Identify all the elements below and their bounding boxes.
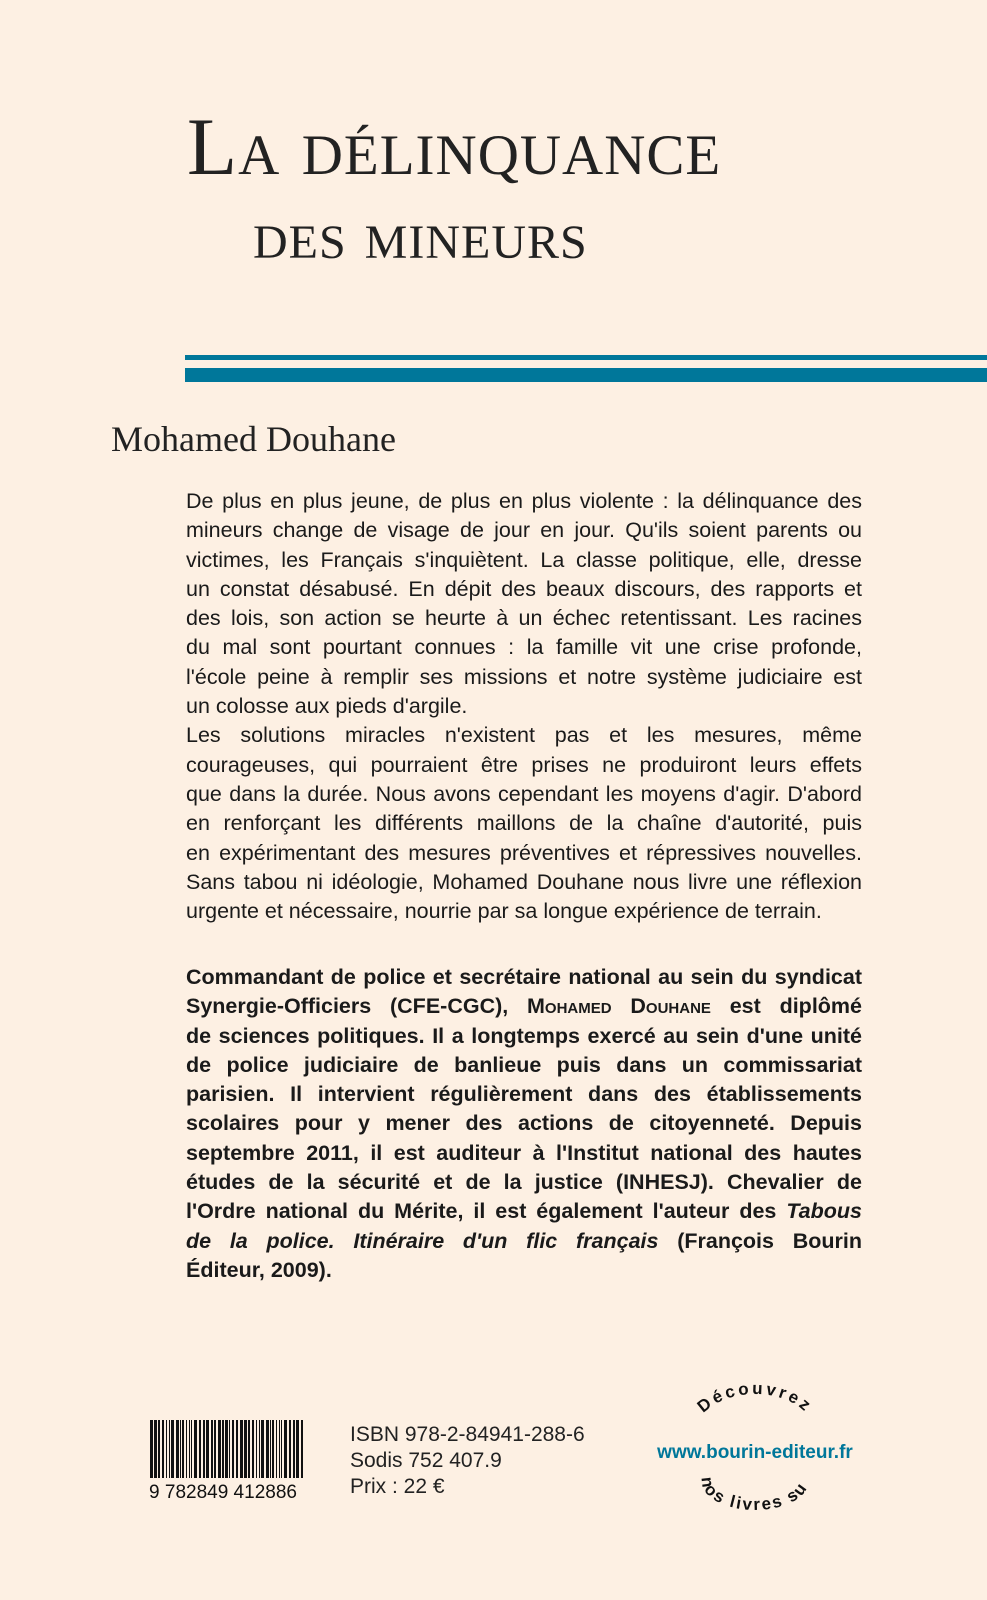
barcode-bar [154,1420,157,1478]
bio-line [186,1022,862,1051]
barcode-bar [248,1420,250,1478]
description-line: l'école peine à remplir ses missions et notre système judiciaire est [186,664,862,689]
barcode-bar [211,1420,213,1478]
barcode-bar [186,1420,187,1478]
barcode [138,1420,308,1502]
barcode-bar [266,1420,269,1478]
barcode-bar [191,1420,192,1478]
barcode-bar [206,1420,209,1478]
barcode-bar [225,1420,228,1478]
logo-top-text: Découvrez [693,1378,817,1417]
barcode-bar [296,1420,299,1478]
author-bio [186,963,862,1285]
barcode-bar [180,1420,181,1478]
barcode-bar [166,1420,167,1478]
barcode-bar [171,1420,174,1478]
barcode-bar [229,1420,230,1478]
bio-segment: Synergie-Officiers (CFE-CGC), [186,994,528,1019]
barcode-bar [272,1420,274,1478]
description-line: un colosse aux pieds d'argile. [186,694,468,719]
barcode-bar [301,1420,303,1478]
barcode-bar [199,1420,201,1478]
thin-rule [185,355,987,360]
description-line: un constat désabusé. En dépit des beaux discours, des rapports et [186,576,862,601]
description-line: en expérimentant des mesures préventives et répressives nouvelles. [186,840,862,865]
bio-segment: l'Ordre national du Mérite, il est également l'auteur des [186,1199,787,1224]
barcode-bar [270,1420,271,1478]
publisher-logo [635,1367,870,1522]
bio-line [186,1197,862,1226]
barcode-bar [289,1420,291,1478]
barcode-bar [281,1420,282,1478]
bio-line [186,1080,862,1109]
description-line: que dans la durée. Nous avons cependant les moyens d'agir. D'abord [186,781,862,806]
description-line: mineurs change de visage de jour en jour. Qu'ils soient parents ou [186,518,862,543]
logo-bottom-text: nos livres sur [635,1367,812,1515]
barcode-bar [150,1420,153,1478]
barcode-bar [244,1420,247,1478]
description-line: des lois, son action se heurte à un échec retentissant. Les racines [186,606,862,631]
barcode-bar [214,1420,216,1478]
barcode-bar [203,1420,205,1478]
description-line: urgente et nécessaire, nourrie par sa longue expérience de terrain. [186,899,822,924]
bio-line [186,1109,862,1138]
barcode-bar [293,1420,295,1478]
barcode-bar [176,1420,179,1478]
bio-segment: scolaires pour y mener des actions de citoyenneté. Depuis [186,1111,862,1136]
barcode-bar [236,1420,238,1478]
bio-segment: parisien. Il intervient régulièrement dans des établissements [186,1082,862,1107]
description-line: Sans tabou ni idéologie, Mohamed Douhane nous livre une réflexion [186,869,862,894]
barcode-bar [218,1420,221,1478]
publisher-url[interactable]: www.bourin-editeur.fr [657,1442,853,1463]
barcode-bar [252,1420,254,1478]
publication-info [350,1422,585,1500]
bio-line [186,1227,862,1256]
bio-segment: de police judiciaire de banlieue puis dans un commissariat [186,1052,862,1077]
barcode-bar [222,1420,224,1478]
bio-segment: Éditeur, 2009). [186,1257,332,1282]
bio-segment: est diplômé [710,994,862,1019]
barcode-bar [194,1420,197,1478]
bio-line [186,1256,862,1285]
bio-segment: Tabous [786,1199,862,1224]
barcode-bar [232,1420,234,1478]
price: Prix : 22 € [350,1475,445,1498]
description-line: du mal sont pourtant connues : la famille vit une crise profonde, [186,635,862,660]
bio-segment: septembre 2011, il est auditeur à l'Institut national des hautes [186,1140,862,1165]
barcode-bar [169,1420,170,1478]
bio-segment: Mohamed Douhane [527,994,711,1019]
bio-line [186,1168,862,1197]
barcode-bar [240,1420,243,1478]
description-line: en renforçant les différents maillons de la chaîne d'autorité, puis [186,811,862,836]
svg-text:Découvrez [694,1379,817,1416]
description [186,487,862,926]
bio-line [186,992,862,1021]
sodis-code: Sodis 752 407.9 [350,1449,502,1472]
barcode-bar [259,1420,260,1478]
bio-line [186,963,862,992]
bio-line [186,1139,862,1168]
bio-segment: (François Bourin [658,1228,862,1253]
bio-segment: études de la sécurité et de la justice (INHESJ). Chevalier de [186,1170,862,1195]
bio-segment: de sciences politiques. Il a longtemps exercé au sein d'une unité [186,1023,862,1048]
description-line: Les solutions miracles n'existent pas et les mesures, même [186,723,862,748]
barcode-bar [284,1420,287,1478]
title-line-1: La délinquance [187,101,722,192]
bio-segment: de la police. Itinéraire d'un flic français [186,1228,659,1253]
barcode-bar [279,1420,280,1478]
barcode-digits: 9 782849 412886 [149,1482,297,1502]
isbn: ISBN 978-2-84941-288-6 [350,1423,585,1446]
barcode-bar [256,1420,257,1478]
title-line-2: des mineurs [253,197,588,273]
thick-rule [185,368,987,382]
barcode-bar [261,1420,264,1478]
description-line: victimes, les Français s'inquiètent. La classe politique, elle, dresse [186,547,862,572]
description-line: courageuses, qui pourraient être prises ne produiront leurs effets [186,752,862,777]
description-line: De plus en plus jeune, de plus en plus violente : la délinquance des [186,489,862,513]
bio-line [186,1051,862,1080]
barcode-bar [182,1420,184,1478]
bio-segment: Commandant de police et secrétaire national au sein du syndicat [186,965,862,989]
author-name: Mohamed Douhane [111,419,396,459]
barcode-bar [158,1420,160,1478]
barcode-bar [162,1420,164,1478]
barcode-bar [189,1420,190,1478]
barcode-bar [276,1420,277,1478]
